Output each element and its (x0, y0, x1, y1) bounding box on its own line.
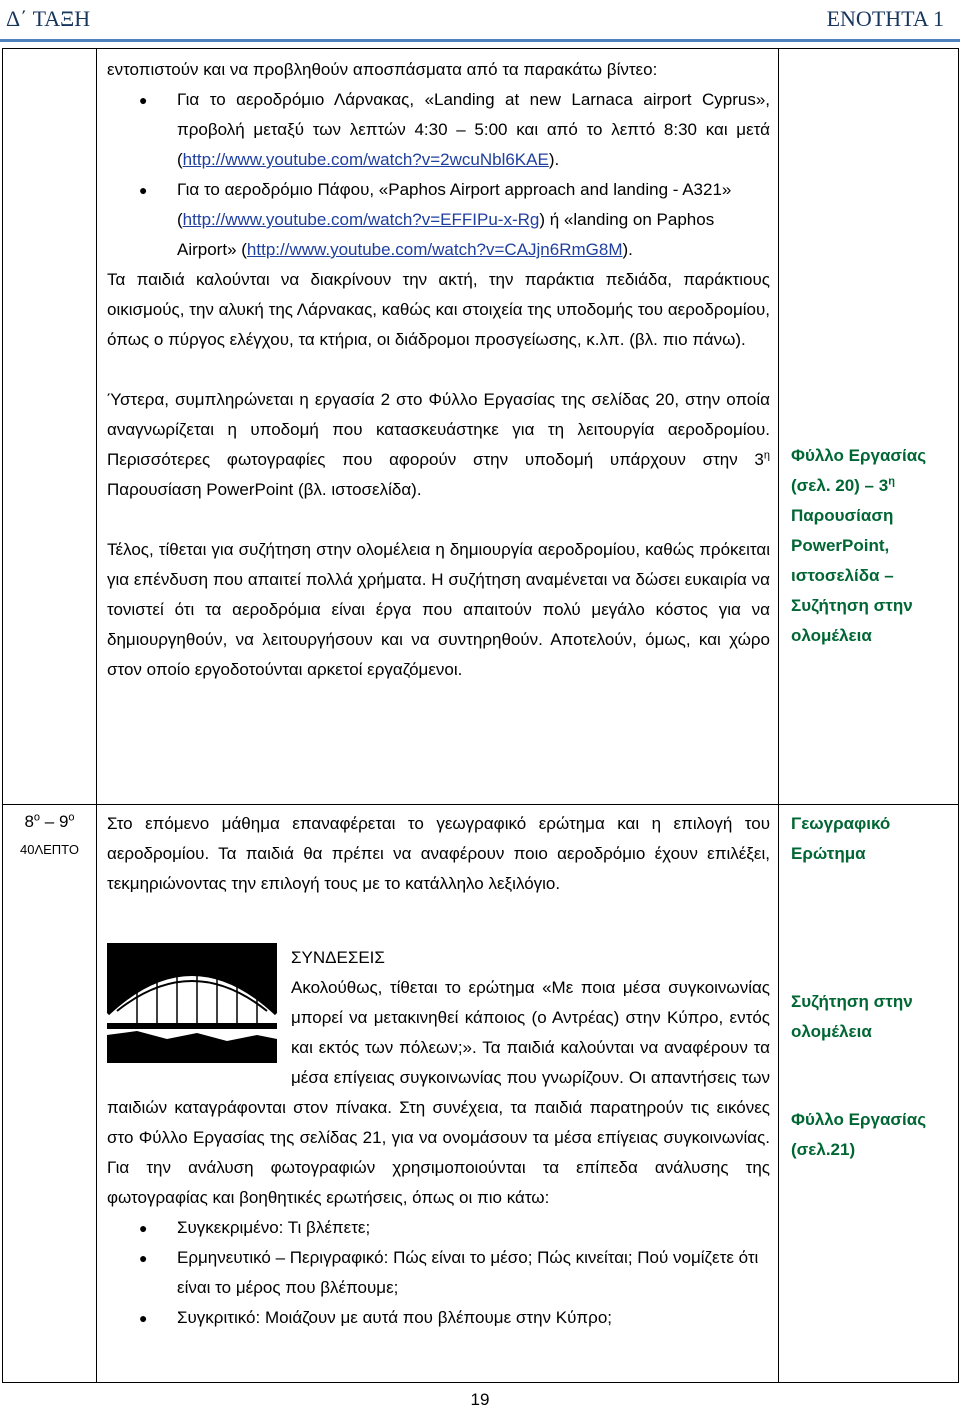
section-heading: ΣΥΝΔΕΣΕΙΣ (291, 948, 385, 967)
video-list (107, 85, 770, 265)
activity-cell (97, 805, 779, 1383)
page-number: 19 (470, 1390, 490, 1409)
resource-label: Φύλλο Εργασίας (σελ.21) (791, 1110, 927, 1159)
list-item: ● Για το αεροδρόμιο Λάρνακας, «Landing at new Larnaca airport Cyprus», προβολή μεταξύ των λεπτών 4:30 – 5:00 και από το λεπτό 8:30 και μετά (http://www.youtube.com/watch?v=2wcuNbl6KAE). (177, 85, 770, 175)
video-link-paphos-2[interactable]: http://www.youtube.com/watch?v=CAJjn6RmG8M (246, 240, 623, 259)
table-row (3, 49, 959, 805)
list-item: ● Για το αεροδρόμιο Πάφου, «Paphos Airport approach and landing - A321» (http://www.youtube.com/watch?v=EFFIPu-x-Rg) ή «landing on Paphos Airport» (http://www.youtube.com/watch?v=CAJjn6RmG8M). (177, 175, 770, 265)
page-header (0, 6, 960, 34)
bridge-connections-icon (107, 943, 277, 1063)
resource-label: Συζήτηση στην ολομέλεια (791, 992, 913, 1041)
list-item: ● Ερμηνευτικό – Περιγραφικό: Πώς είναι το μέσο; Πώς κινείται; Πού νομίζετε ότι είναι το μέρος που βλέπουμε; (177, 1243, 770, 1303)
list-item: ● Συγκεκριμένο: Τι βλέπετε; (177, 1213, 770, 1243)
paragraph: Τέλος, τίθεται για συζήτηση στην ολομέλεια η δημιουργία αεροδρομίου, καθώς πρόκειται για επένδυση που απαιτεί πολλά χρήματα. Η συζήτηση αναμένεται να δώσει ευκαιρία να τονιστεί ότι τα αεροδρόμια είναι έργα που απαιτούν πολύ μεγάλο κόστος για να δημιουργηθούν, να λειτουργήσουν και να συντηρηθούν. Αποτελούν, όμως, και χώρο στον οποίο εργοδοτούνται αρκετοί εργαζόμενοι. (107, 540, 770, 679)
resources-cell (779, 805, 959, 1383)
video-link-paphos-1[interactable]: http://www.youtube.com/watch?v=EFFIPu-x-Rg (182, 210, 540, 229)
table-row (3, 805, 959, 1383)
lesson-duration: 40ΛΕΠΤΟ (19, 842, 80, 857)
question-list (107, 1213, 770, 1333)
paragraph: Τα παιδιά καλούνται να διακρίνουν την ακτή, την παράκτια πεδιάδα, παράκτιους οικισμούς, την αλυκή της Λάρνακας, καθώς και στοιχεία της υποδομής του αεροδρομίου, όπως ο πύργος ελέγχου, τα κτήρια, οι διάδρομοι προσγείωσης, κ.λπ. (βλ. πιο πάνω). (107, 270, 770, 349)
resources-cell (779, 49, 959, 805)
resource-label: Γεωγραφικό Ερώτημα (791, 814, 891, 863)
intro-text: εντοπιστούν και να προβληθούν αποσπάσματα από τα παρακάτω βίντεο: (107, 60, 658, 79)
header-class: Δ΄ ΤΑΞΗ (6, 6, 91, 31)
header-rule (0, 39, 960, 42)
paragraph: Ακολούθως, τίθεται το ερώτημα «Με ποια μέσα συγκοινωνίας μπορεί να μετακινηθεί κάποιος (ο Αντρέας) στην Κύπρο, εντός και εκτός των πόλεων;». Τα παιδιά καλούνται να αναφέρουν τα μέσα επίγειας συγκοινωνίας που γνωρίζουν. Οι απαντήσεις των παιδιών καταγράφονται στον πίνακα. Στη συνέχεια, τα παιδιά παρατηρούν τις εικόνες στο Φύλλο Εργασίας της σελίδας 21, για να ονομάσουν τα μέσα επίγειας συγκοινωνίας. Για την ανάλυση φωτογραφιών χρησιμοποιούνται τα επίπεδα ανάλυσης της φωτογραφίας και βοηθητικές ερωτήσεις, όπως οι πιο κάτω: (107, 978, 770, 1207)
video-link-larnaca[interactable]: http://www.youtube.com/watch?v=2wcuNbl6KAE (182, 150, 549, 169)
time-cell (3, 805, 97, 1383)
header-unit: ΕΝΟΤΗΤΑ 1 (826, 6, 944, 31)
list-item: ● Συγκριτικό: Μοιάζουν με αυτά που βλέπουμε στην Κύπρο; (177, 1303, 770, 1333)
activity-cell (97, 49, 779, 805)
lesson-time: $8^o - 9^o$ 40ΛΕΠΤΟ (3, 805, 96, 863)
paragraph: Στο επόμενο μάθημα επαναφέρεται το γεωγραφικό ερώτημα και η επιλογή του αεροδρομίου. Τα παιδιά θα πρέπει να αναφέρουν ποιο αεροδρόμιο έχουν επιλέξει, τεκμηριώνοντας την επιλογή τους με το κατάλληλο λεξιλόγιο. (107, 814, 770, 893)
time-cell (3, 49, 97, 805)
paragraph: Ύστερα, συμπληρώνεται η εργασία 2 στο Φύλλο Εργασίας της σελίδας 20, στην οποία αναγνωρίζεται η υποδομή που κατασκευάστηκε για τη λειτουργία αεροδρομίου. Περισσότερες φωτογραφίες που αφορούν στην υποδομή υπάρχουν στην $3^\eta$ Παρουσίαση PowerPoint (βλ. ιστοσελίδα). (107, 390, 770, 499)
resources-text: Φύλλο Εργασίας (σελ. $20) - 3^\eta$ Παρουσίαση PowerPoint, ιστοσελίδα – Συζήτηση στην ολομέλεια (791, 446, 927, 645)
lesson-table (2, 48, 959, 1383)
